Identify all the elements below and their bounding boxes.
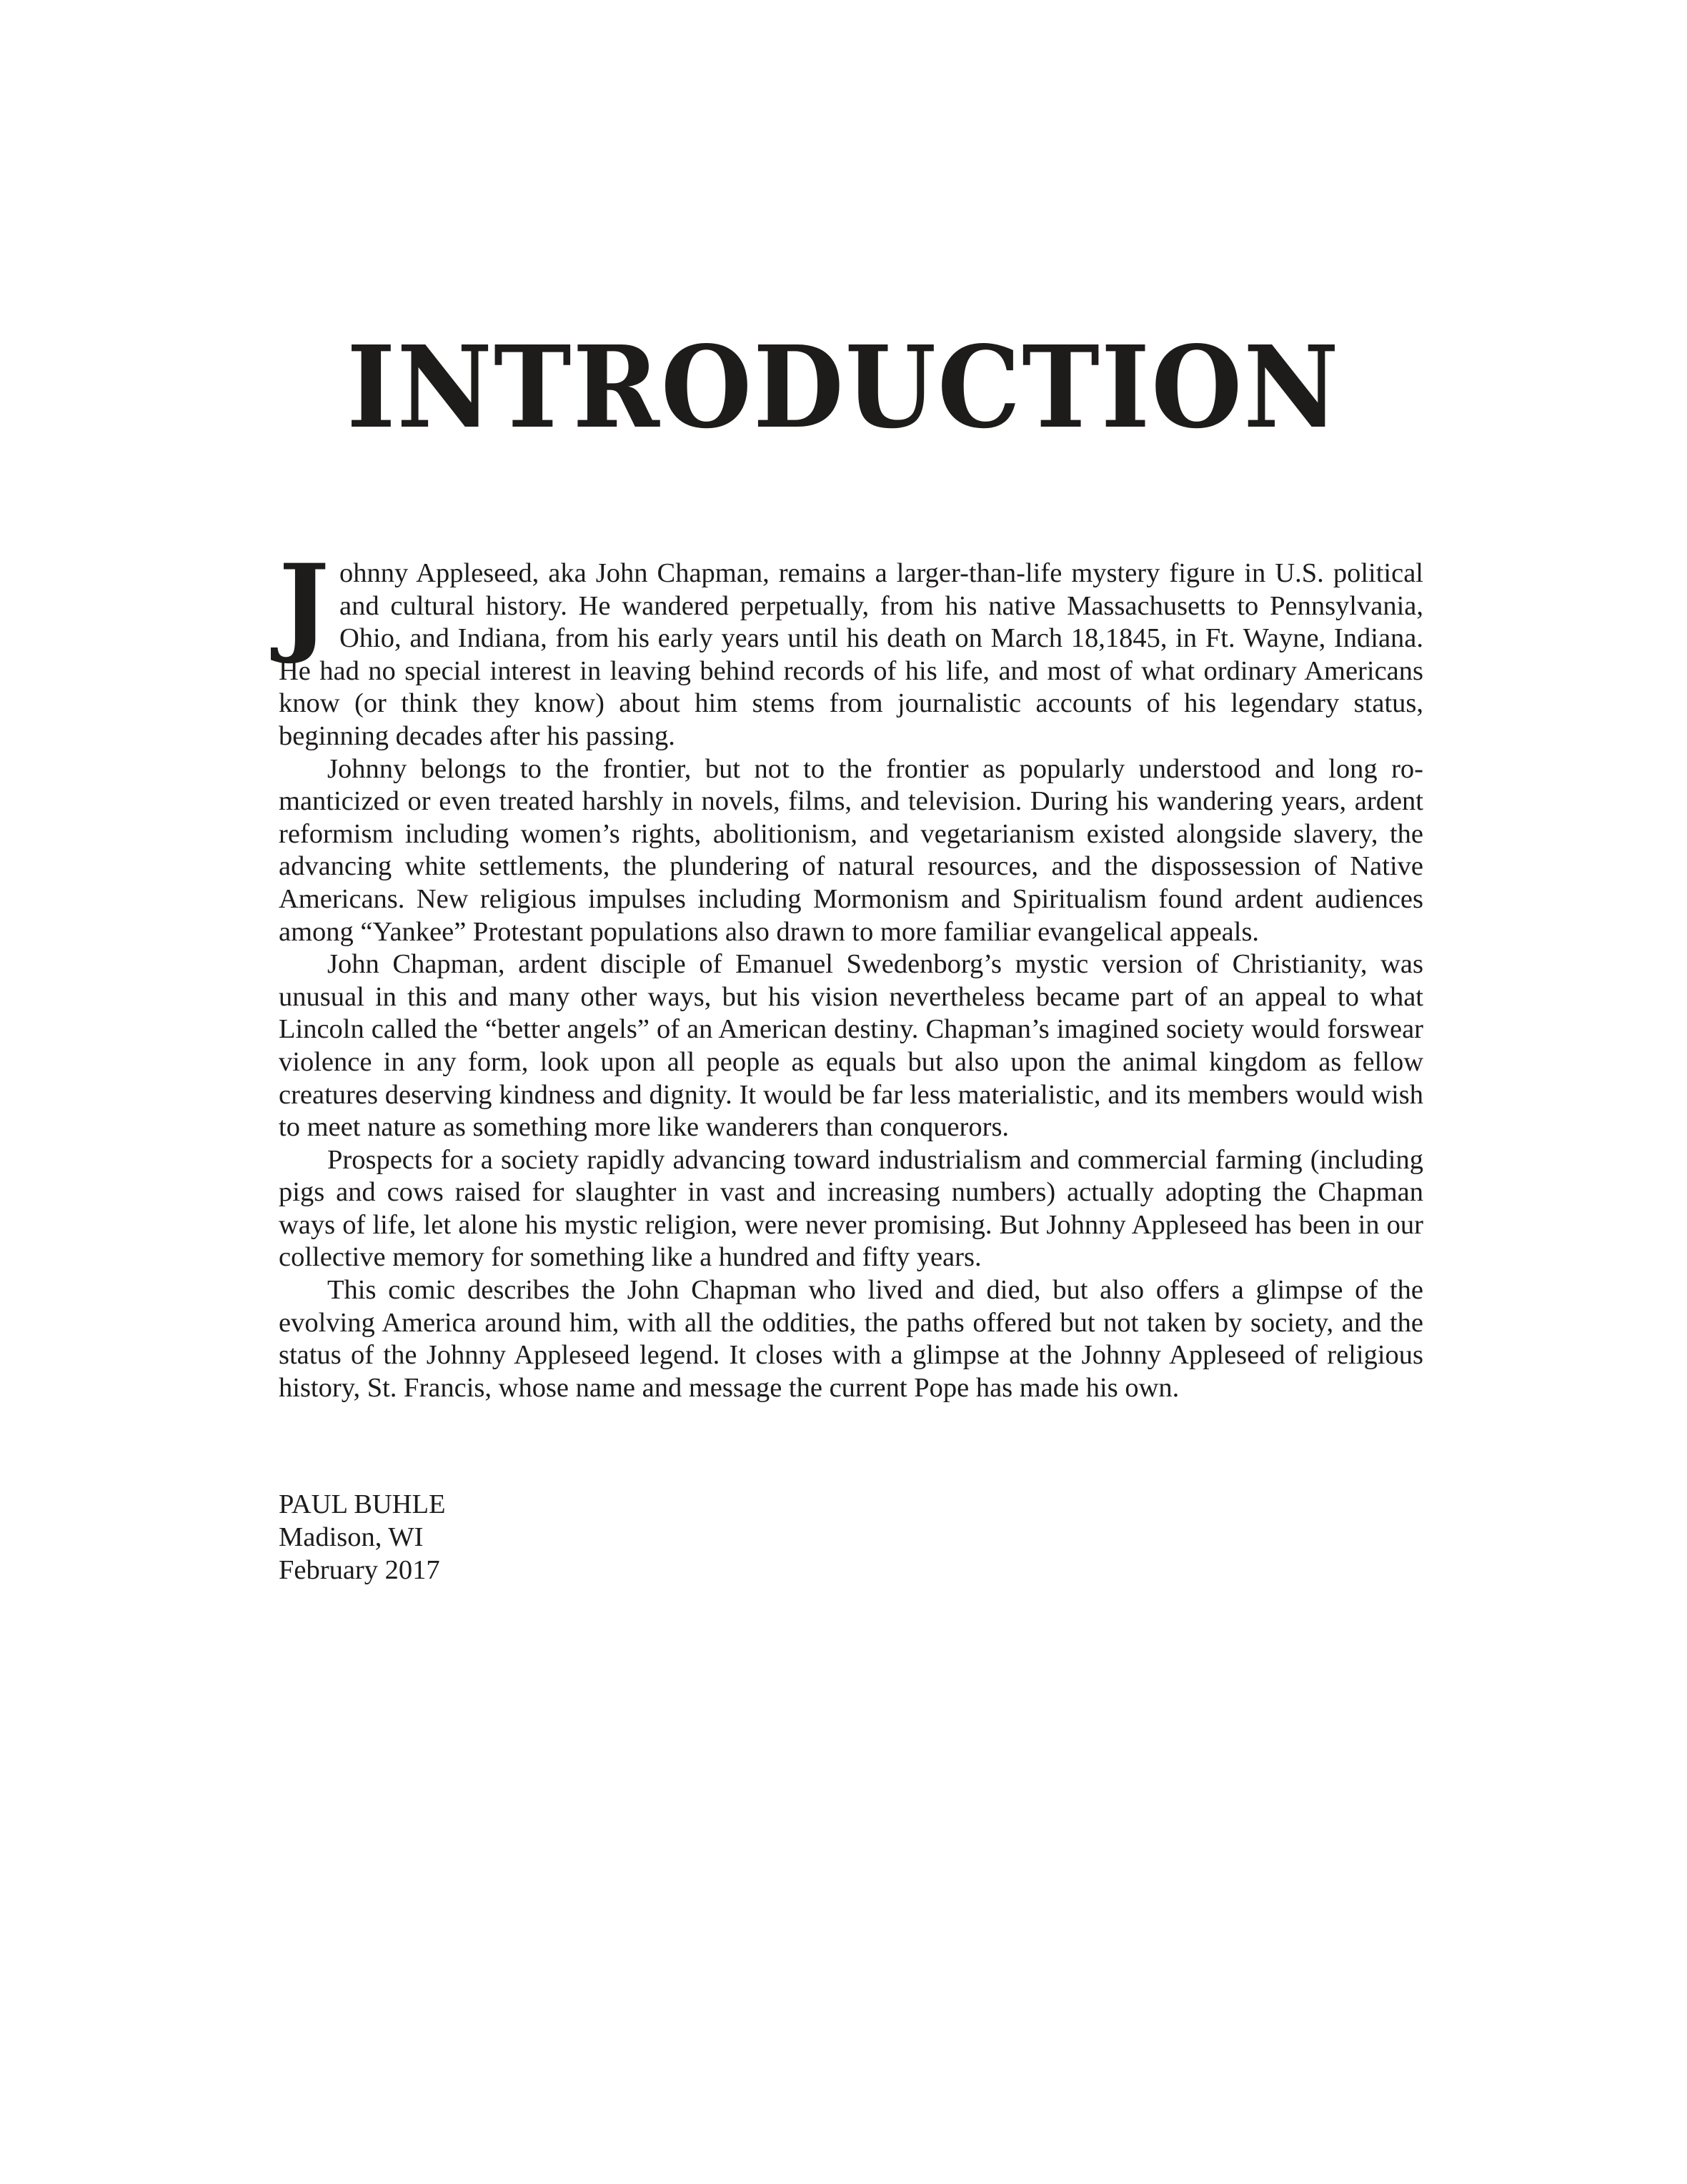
author-name: PAUL BUHLE bbox=[279, 1489, 446, 1519]
author-location: Madison, WI bbox=[279, 1522, 424, 1552]
paragraph-1-text: ohnny Appleseed, aka John Chapman, remains a larger-than-life mystery figure in U.S. political and cultural history. He wandered perpetually, from his native Massachusetts to Pennsylvania, Ohio, and Indiana, from his early years until his death on March 18,1845, in Ft. Wayne, Indiana. He had no special interest in leaving behind records of his life, and most of what ordinary Americans know (or think they know) about him stems from journalistic accounts of his legendary status, beginning decades after his passing. bbox=[279, 558, 1423, 751]
page-title: INTRODUCTION bbox=[347, 322, 1340, 454]
paragraph-4: Prospects for a society rapidly advancing toward industrialism and commercial farming (including pigs and cows raised for slaughter in vast and increasing numbers) actually adopting the Chapman ways of life, let alone his mystic religion, were never promising. But Johnny Appleseed has been in our collective memory for something like a hundred and fifty years. bbox=[279, 1144, 1423, 1273]
signature-date: February 2017 bbox=[279, 1555, 440, 1585]
drop-cap: J bbox=[279, 541, 329, 667]
introduction-body bbox=[279, 541, 1423, 1404]
paragraph-2: Johnny belongs to the frontier, but not to the frontier as popularly understood and long romanticized or even treated harshly in novels, films, and television. During his wandering years, ardent reformism including women’s rights, abolitionism, and vegetarianism existed alongside slavery, the advancing white settlements, the plundering of natural resources, and the dispossession of Native Americans. New religious impulses including Mormonism and Spiritualism found ardent audiences among “Yankee” Protestant populations also drawn to more familiar evangelical appeals. bbox=[279, 753, 1423, 947]
paragraph-3: John Chapman, ardent disciple of Emanuel Swedenborg’s mystic version of Christianity, was unusual in this and many other ways, but his vision nevertheless became part of an appeal to what Lincoln called the “better angels” of an American destiny. Chapman’s imagined society would forswear violence in any form, look upon all people as equals but also upon the animal kingdom as fellow creatures deserving kindness and dignity. It would be far less materialistic, and its members would wish to meet nature as something more like wanderers than conquerors. bbox=[279, 949, 1423, 1143]
signature-block bbox=[279, 1488, 446, 1587]
paragraph-1 bbox=[279, 541, 1423, 753]
paragraph-5: This comic describes the John Chapman who lived and died, but also offers a glimpse of the evolving America around him, with all the oddities, the paths offered but not taken by society, and the status of the Johnny Appleseed legend. It closes with a glimpse at the Johnny Appleseed of religious history, St. Francis, whose name and message the current Pope has made his own. bbox=[279, 1275, 1423, 1403]
